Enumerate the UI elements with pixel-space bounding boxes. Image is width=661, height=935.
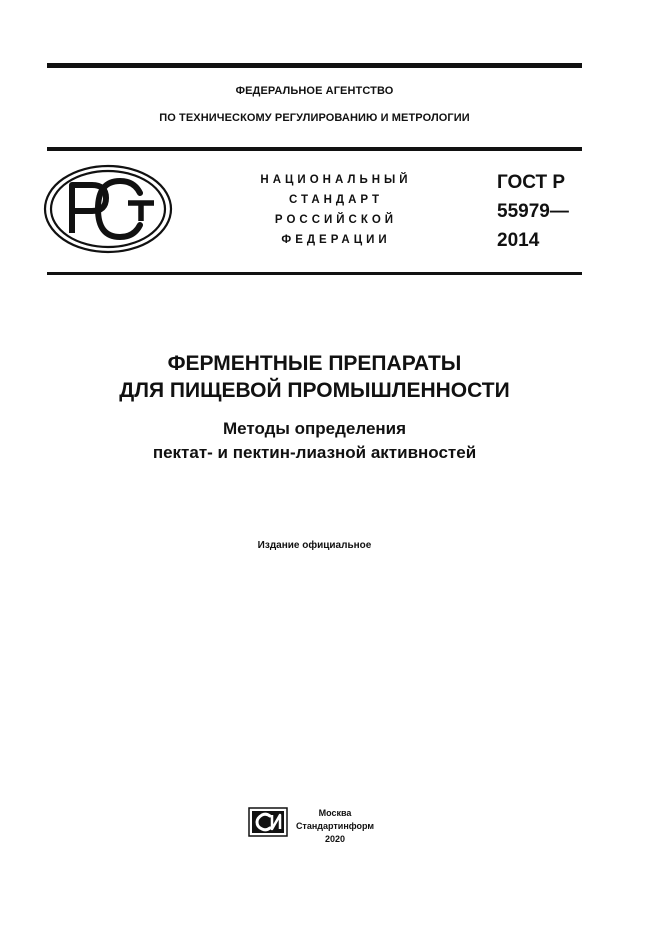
- title-line-1: ФЕРМЕНТНЫЕ ПРЕПАРАТЫ: [167, 352, 462, 375]
- standard-type-line-2: СТАНДАРТ: [289, 194, 383, 206]
- standard-type-line-1: НАЦИОНАЛЬНЫЙ: [260, 174, 412, 186]
- agency-line-1: ФЕДЕРАЛЬНОЕ АГЕНТСТВО: [235, 85, 394, 97]
- standard-type-line-4: ФЕДЕРАЦИИ: [281, 234, 391, 246]
- document-subtitle: [47, 417, 582, 465]
- publication-year: 2020: [324, 834, 346, 844]
- designation-line-1: ГОСТ Р: [497, 172, 566, 193]
- middle-rule: [47, 147, 582, 151]
- edition-note: Издание официальное: [257, 540, 372, 551]
- standartinform-logo-icon: [248, 807, 288, 837]
- designation-line-2: 55979—: [497, 201, 569, 222]
- standard-designation: [497, 168, 569, 255]
- top-rule: [47, 63, 582, 68]
- publisher-city: Москва: [318, 808, 352, 818]
- title-line-2: ДЛЯ ПИЩЕВОЙ ПРОМЫШЛЕННОСТИ: [119, 379, 510, 402]
- standard-type-line-3: РОССИЙСКОЙ: [274, 214, 398, 226]
- document-title: [47, 350, 582, 404]
- publisher-imprint: [292, 807, 378, 846]
- lower-rule: [47, 272, 582, 275]
- subtitle-line-2: пектат- и пектин-лиазной активностей: [152, 443, 477, 462]
- standard-type-block: [236, 170, 436, 250]
- publisher-name: Стандартинформ: [295, 821, 375, 831]
- designation-line-3: 2014: [497, 230, 540, 251]
- agency-line-2: ПО ТЕХНИЧЕСКОМУ РЕГУЛИРОВАНИЮ И МЕТРОЛОГИИ: [159, 112, 470, 124]
- subtitle-line-1: Методы определения: [222, 419, 407, 438]
- gost-r-certification-mark-icon: [42, 163, 174, 255]
